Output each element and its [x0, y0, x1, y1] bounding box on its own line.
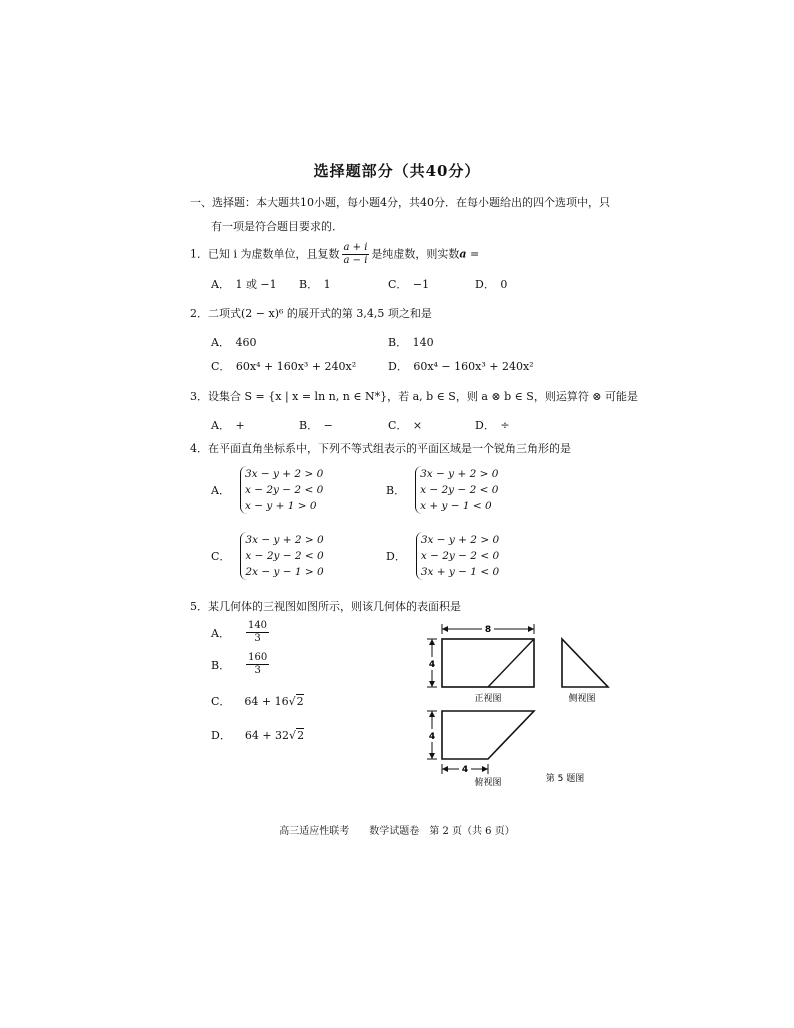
front-view-label: 正视图: [474, 694, 502, 704]
q4-option-b: [386, 466, 498, 514]
q1-option-b: B． 1: [299, 278, 331, 291]
q1-suffix: 是纯虚数，则实数: [371, 247, 460, 261]
arrow-up-icon: [429, 639, 435, 645]
arrow-right-icon: [528, 626, 534, 632]
side-view-triangle: [562, 639, 608, 687]
front-view-diagonal: [488, 639, 534, 687]
q1-eq: =: [466, 247, 480, 261]
arrow-left-icon: [442, 626, 448, 632]
q4-option-c: [211, 532, 324, 580]
q5-d-pre: 64 + 32: [244, 729, 290, 742]
arrow-down-icon: [429, 681, 435, 687]
q4-a-row: 3x − y + 2 > 0: [244, 468, 324, 480]
arrow-right-icon: [482, 766, 488, 772]
q1-fraction: [342, 242, 370, 267]
instructions-line-2: 有一项是符合题目要求的．: [211, 220, 343, 233]
q3-option-d: D． ÷: [475, 419, 510, 432]
sqrt-icon: √: [289, 729, 297, 742]
q5-b-fraction: [246, 652, 269, 677]
q1-option-c: C． −1: [388, 278, 430, 291]
q5-c-rad: 2: [296, 695, 304, 708]
q5-a-fraction: [246, 620, 269, 645]
q4-b-label: B．: [386, 484, 406, 497]
q4-d-row: 3x − y + 2 > 0: [420, 534, 500, 546]
q5-d-label: D．: [211, 729, 231, 742]
q5-d-rad: 2: [297, 729, 305, 742]
sqrt-icon: √: [288, 695, 296, 708]
q4-a-row: x − 2y − 2 < 0: [244, 484, 324, 496]
q5-option-c: [211, 693, 304, 709]
q4-a-system: [240, 466, 323, 514]
three-view-figure: [410, 615, 620, 790]
q2-option-c: C． 60x⁴ + 160x³ + 240x²: [211, 360, 357, 373]
q4-b-row: x − 2y − 2 < 0: [420, 484, 499, 496]
dim-left-front-label: 4: [428, 660, 436, 670]
q5-c-label: C．: [211, 695, 231, 708]
q5-option-b: [211, 652, 271, 677]
q1-option-a: A． 1 或 −1: [211, 278, 277, 291]
q4-option-a: [211, 466, 323, 514]
q4-d-system: [416, 532, 499, 580]
q4-c-system: [240, 532, 323, 580]
q5-b-num: 160: [248, 652, 268, 663]
arrow-left-icon: [442, 766, 448, 772]
dim-left-top-label: 4: [428, 732, 436, 742]
dim-bottom-label: 4: [461, 765, 469, 775]
q5-a-num: 140: [247, 620, 268, 631]
q2-option-d: D． 60x⁴ − 160x³ + 240x²: [388, 360, 534, 373]
q1-prefix: 1．已知 i 为虚数单位，且复数: [190, 247, 340, 261]
q4-c-row: 3x − y + 2 > 0: [245, 534, 324, 546]
q3-option-a: A． +: [211, 419, 245, 432]
side-view-label: 侧视图: [568, 694, 596, 704]
q2-option-a: A． 460: [211, 336, 257, 349]
question-2: 2．二项式(2 − x)⁶ 的展开式的第 3,4,5 项之和是: [190, 307, 432, 320]
q4-d-row: 3x + y − 1 < 0: [420, 566, 500, 578]
question-4: 4．在平面直角坐标系中，下列不等式组表示的平面区域是一个锐角三角形的是: [190, 442, 571, 455]
q3-option-c: C． ×: [388, 419, 423, 432]
q4-b-row: x + y − 1 < 0: [420, 500, 492, 512]
top-view-shape: [442, 711, 534, 759]
q5-b-label: B．: [211, 658, 231, 672]
top-view-label: 俯视图: [474, 778, 502, 788]
q5-option-a: [211, 620, 271, 645]
q4-d-label: D．: [386, 550, 406, 563]
q2-option-b: B． 140: [388, 336, 434, 349]
arrow-up-icon: [429, 711, 435, 717]
page-footer: 高三适应性联考 数学试题卷 第 2 页（共 6 页）: [279, 826, 515, 837]
q4-b-system: [415, 466, 498, 514]
q4-c-label: C．: [211, 550, 231, 563]
question-1: [190, 242, 479, 267]
q5-a-label: A．: [211, 626, 230, 640]
front-view-rect: [442, 639, 534, 687]
q5-c-pre: 64 + 16: [244, 695, 289, 708]
q1-var: a: [459, 247, 467, 261]
q4-c-row: x − 2y − 2 < 0: [245, 550, 324, 562]
q5-option-d: [211, 727, 304, 743]
instructions-line-1: 一、选择题：本大题共10小题，每小题4分，共40分．在每小题给出的四个选项中，只: [190, 196, 610, 209]
q1-frac-den: a − i: [343, 255, 368, 266]
dim-top-label: 8: [484, 625, 492, 635]
q4-option-d: [386, 532, 499, 580]
q4-a-label: A．: [211, 484, 230, 497]
q4-b-row: 3x − y + 2 > 0: [420, 468, 499, 480]
q4-a-row: x − y + 1 > 0: [244, 500, 317, 512]
q5-b-den: 3: [254, 665, 261, 676]
q1-frac-num: a + i: [343, 242, 368, 253]
q4-c-row: 2x − y − 1 > 0: [245, 566, 324, 578]
question-3: 3．设集合 S = {x | x = ln n, n ∈ N*}，若 a, b ∈ S，则 a ⊗ b ∈ S，则运算符 ⊗ 可能是: [190, 390, 639, 403]
q4-d-row: x − 2y − 2 < 0: [420, 550, 500, 562]
q3-option-b: B． −: [299, 419, 333, 432]
section-title: 选择题部分（共40分）: [313, 162, 481, 180]
question-5: 5．某几何体的三视图如图所示，则该几何体的表面积是: [190, 600, 461, 613]
q5-a-den: 3: [254, 633, 261, 644]
q1-option-d: D． 0: [475, 278, 508, 291]
arrow-down-icon: [429, 753, 435, 759]
figure-caption: 第 5 题图: [545, 774, 585, 784]
